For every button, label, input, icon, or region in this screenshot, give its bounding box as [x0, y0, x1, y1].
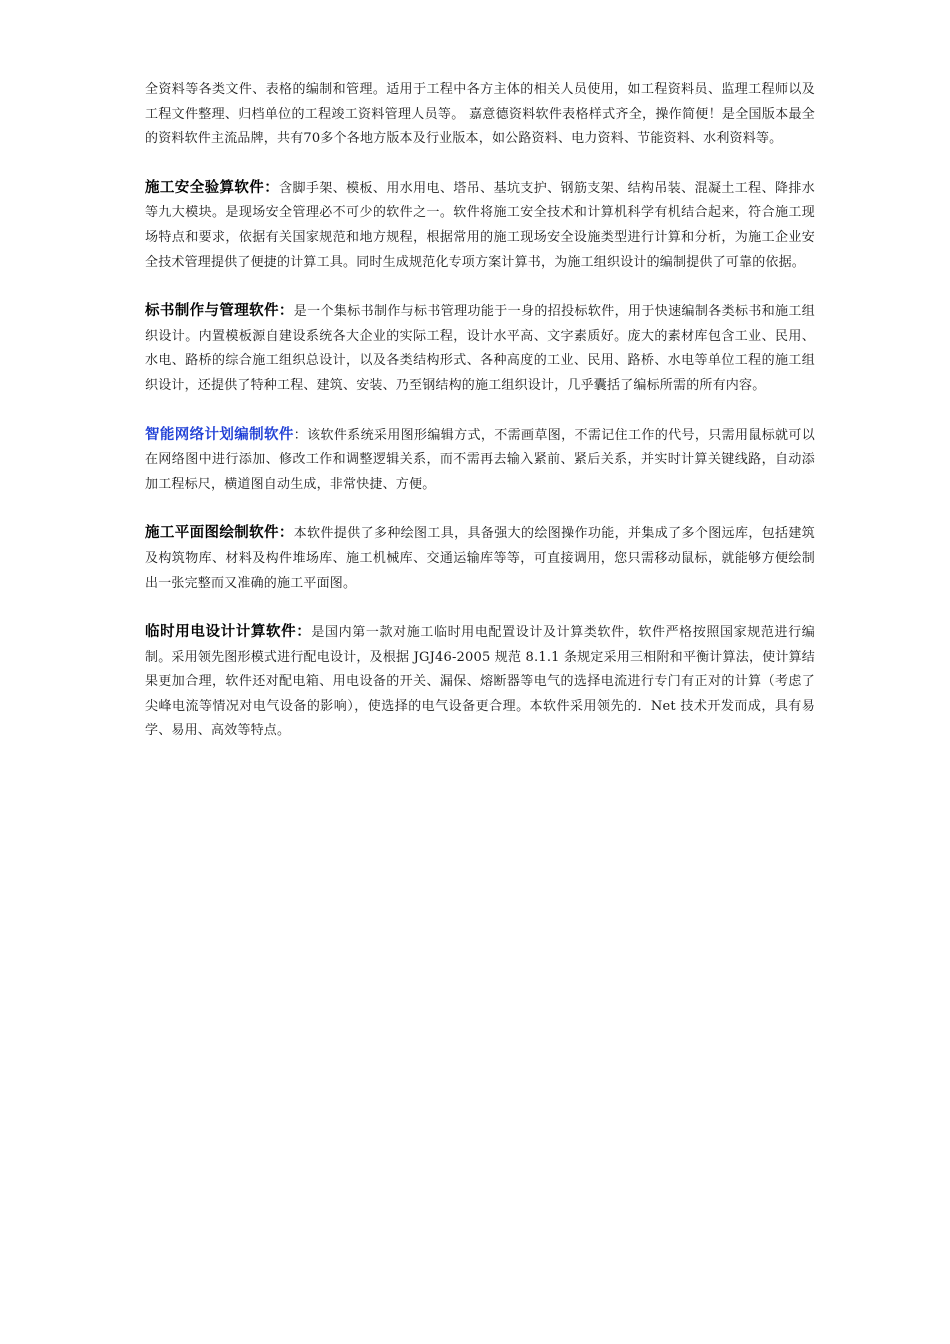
section-body: 本软件提供了多种绘图工具，具备强大的绘图操作功能，并集成了多个图远库，包括建筑及构筑物库、材料及构件堆场库、施工机械库、交通运输库等等，可直接调用，您只需移动鼠标，就能够方便绘制出一张完整而又准确的施工平面图。 — [145, 526, 816, 591]
section-heading: 施工安全验算软件： — [145, 179, 280, 196]
section-site-plan — [145, 521, 815, 596]
section-bid-docs — [145, 299, 815, 398]
section-body: 是国内第一款对施工临时用电配置设计及计算类软件，软件严格按照国家规范进行编制。采用领先图形模式进行配电设计，及根据 JGJ46-2005 规范 8.1.1 条规定采用三相附和平衡计算法，使计算结果更加合理，软件还对配电箱、用电设备的开关、漏保、熔断器等电气的选择电流进行专门有正对的计算（考虑了尖峰电流等情况对电气设备的影响），使选择的电气设备更合理。本软件采用领先的．Net 技术开发而成，具有易学、易用、高效等特点。 — [145, 625, 815, 739]
section-temp-power — [145, 620, 815, 744]
network-plan-link[interactable]: 智能网络计划编制软件 — [145, 426, 294, 443]
document-page — [145, 78, 815, 768]
section-body: ：该软件系统采用图形编辑方式，不需画草图，不需记住工作的代号，只需用鼠标就可以在网络图中进行添加、修改工作和调整逻辑关系，而不需再去输入紧前、紧后关系，并实时计算关键线路，自动添加工程标尺，横道图自动生成，非常快捷、方便。 — [145, 427, 816, 492]
section-body: 是一个集标书制作与标书管理功能于一身的招投标软件，用于快速编制各类标书和施工组织设计。内置模板源自建设系统各大企业的实际工程，设计水平高、文字素质好。庞大的素材库包含工业、民用、水电、路桥的综合施工组织总设计，以及各类结构形式、各种高度的工业、民用、路桥、水电等单位工程的施工组织设计，还提供了特种工程、建筑、安装、乃至钢结构的施工组织设计，几乎囊括了编标所需的所有内容。 — [145, 304, 816, 393]
section-safety-calc — [145, 176, 815, 275]
section-heading: 施工平面图绘制软件： — [145, 525, 294, 542]
intro-paragraph: 全资料等各类文件、表格的编制和管理。适用于工程中各方主体的相关人员使用，如工程资料员、监理工程师以及工程文件整理、归档单位的工程竣工资料管理人员等。 嘉意德资料软件表格样式齐全，操作简便！是全国版本最全的资料软件主流品牌，共有70多个各地方版本及行业版本，如公路资料、电力资料、节能资料、水利资料等。 — [145, 82, 815, 147]
section-network-plan — [145, 423, 815, 498]
section-heading: 标书制作与管理软件： — [145, 303, 294, 320]
section-heading: 临时用电设计计算软件： — [145, 624, 312, 641]
section-body: 含脚手架、模板、用水用电、塔吊、基坑支护、钢筋支架、结构吊装、混凝土工程、降排水等九大模块。是现场安全管理必不可少的软件之一。软件将施工安全技术和计算机科学有机结合起来，符合施工现场特点和要求，依据有关国家规范和地方规程，根据常用的施工现场安全设施类型进行计算和分析，为施工企业安全技术管理提供了便捷的计算工具。同时生成规范化专项方案计算书，为施工组织设计的编制提供了可靠的依据。 — [145, 180, 815, 270]
